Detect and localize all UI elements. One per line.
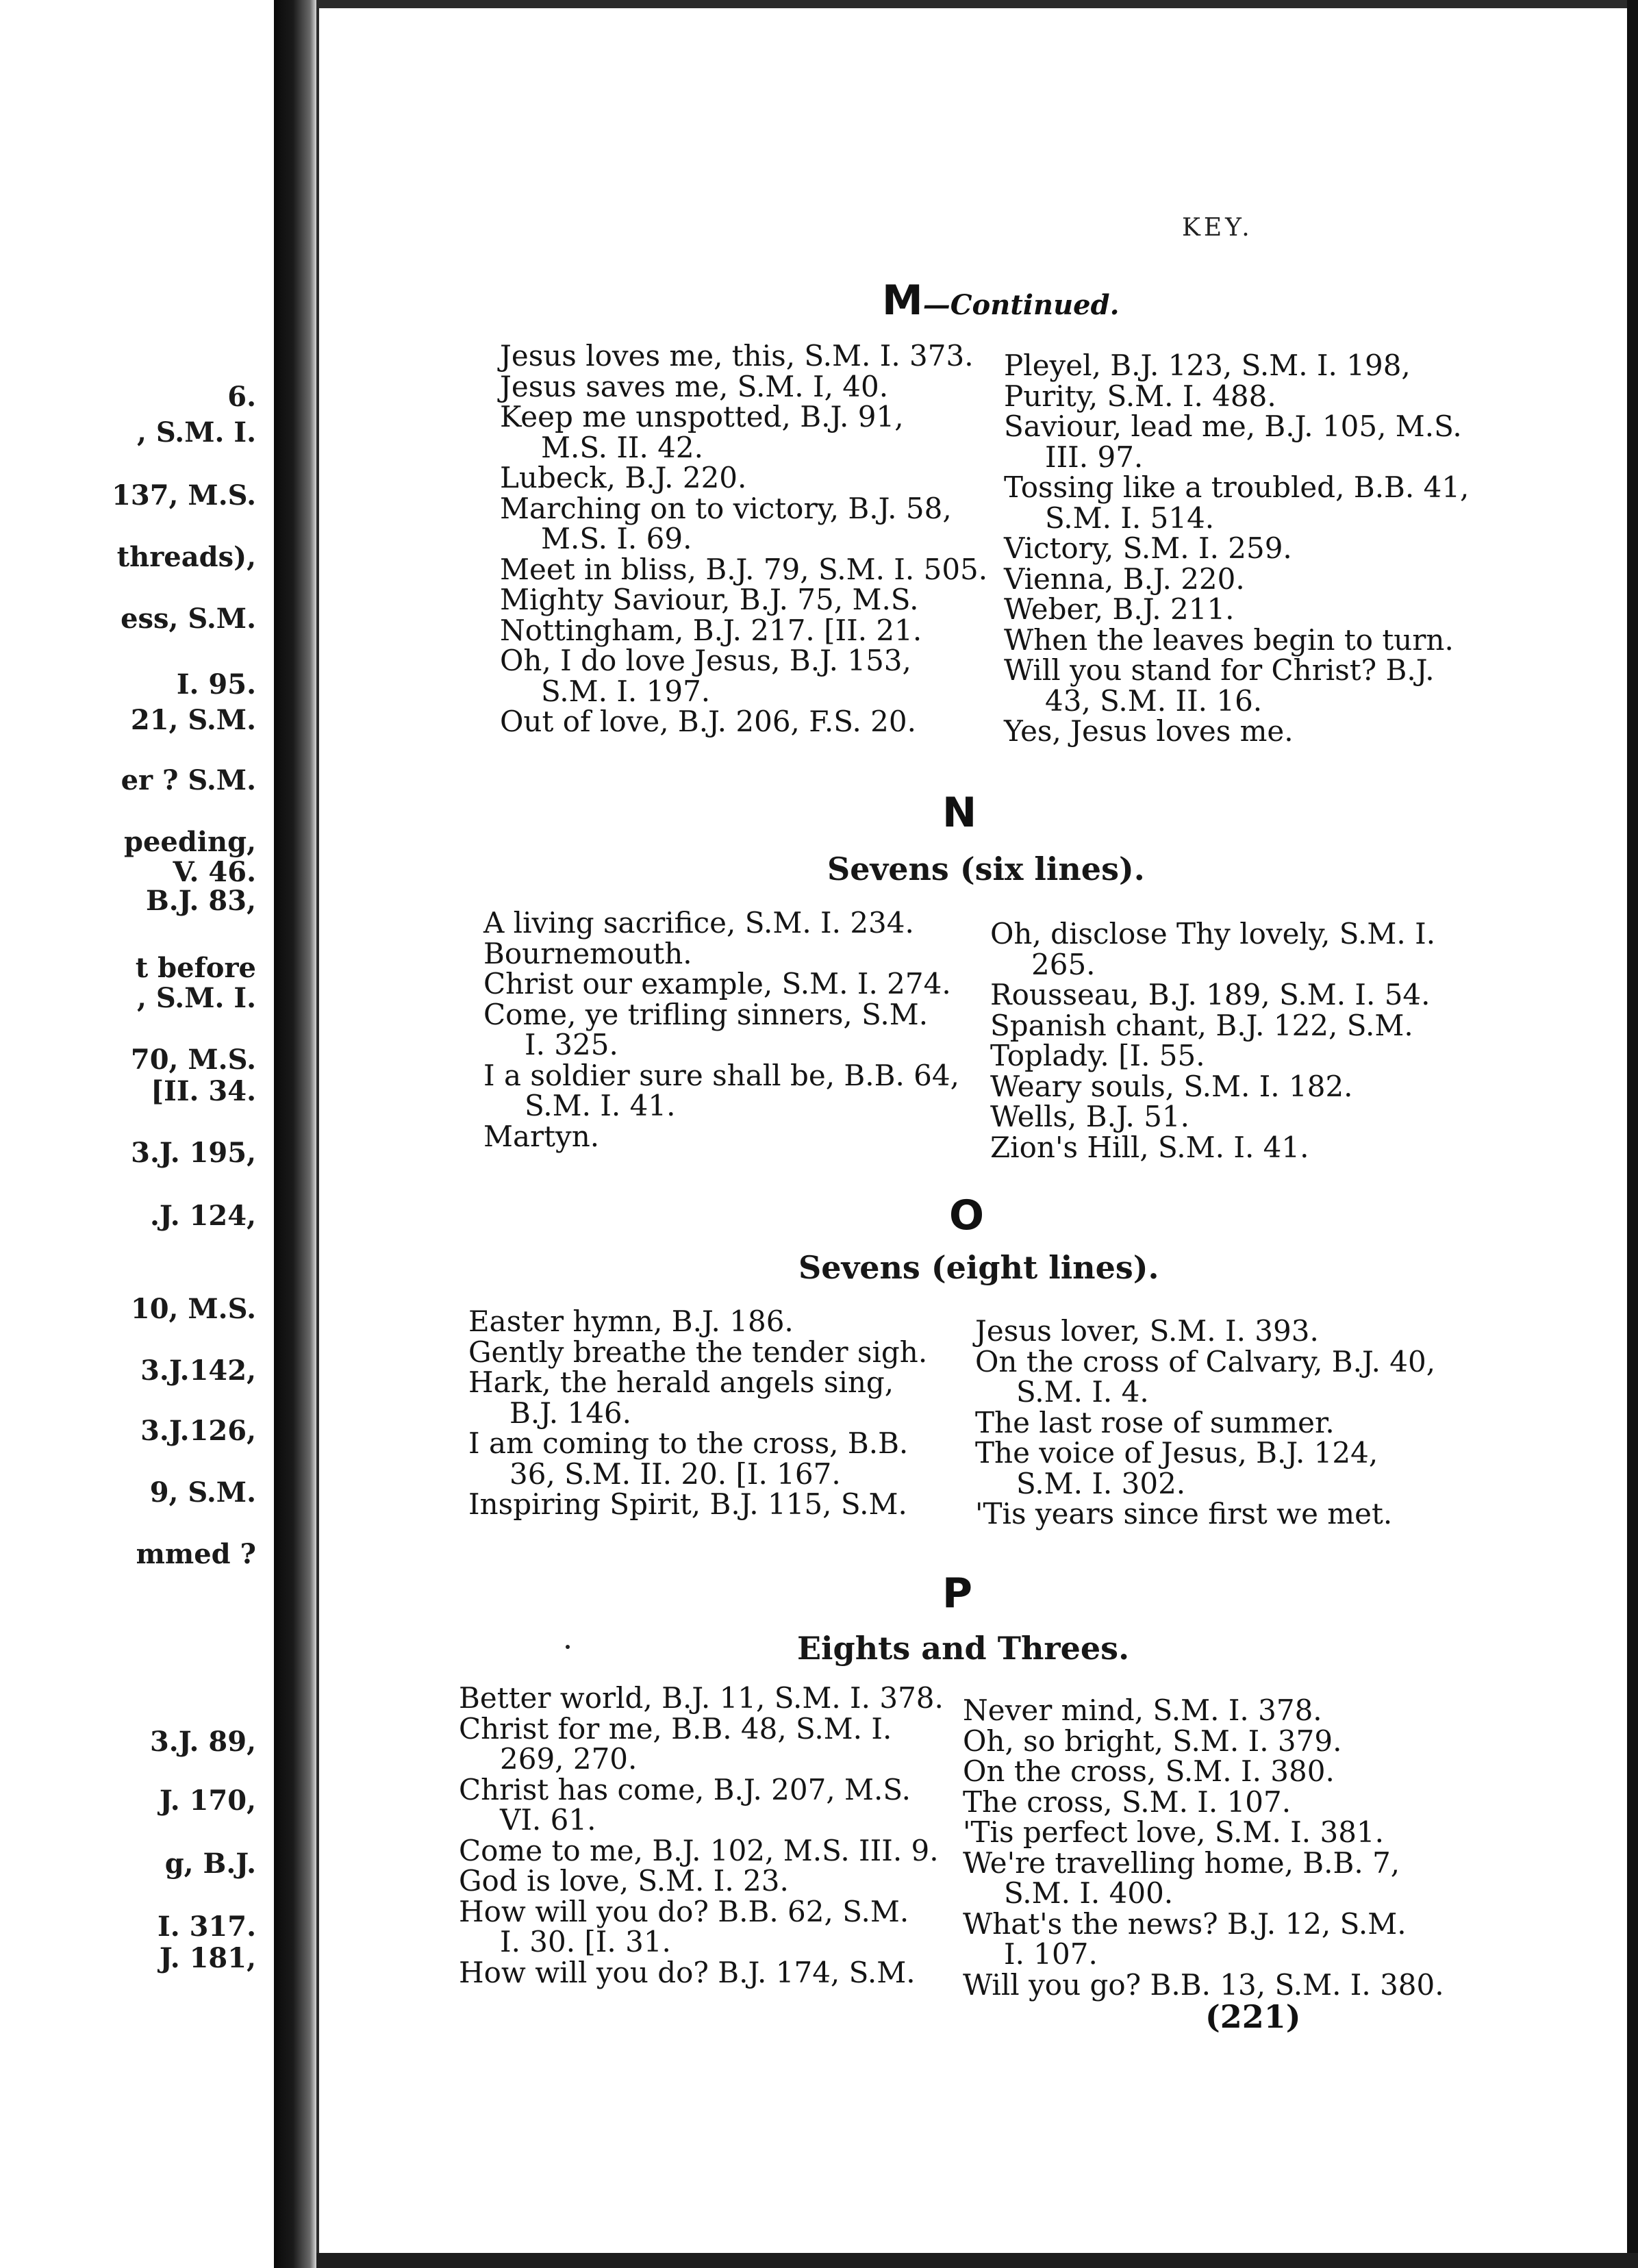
index-entry	[500, 552, 988, 586]
index-entry	[1004, 381, 1483, 412]
entry-text: Victory, S.M. I. 259.	[1004, 531, 1292, 565]
index-page	[319, 8, 1627, 2253]
entry-text: Come to me, B.J. 102, M.S. III. 9.	[459, 1833, 939, 1867]
index-entry	[990, 1069, 1470, 1103]
entry-text: Gently breathe the tender sigh.	[468, 1335, 928, 1369]
section-o-left-column	[468, 1307, 948, 1520]
index-entry	[1004, 655, 1483, 716]
left-page-fragment: 3.J. 195,	[131, 1137, 256, 1169]
index-entry	[500, 646, 979, 707]
entry-continuation: S.M. I. 197.	[541, 674, 711, 708]
entry-text: Jesus lover, S.M. I. 393.	[975, 1314, 1319, 1348]
entry-text: Spanish chant, B.J. 122, S.M.	[990, 1008, 1413, 1042]
index-entry	[500, 707, 979, 738]
index-entry	[459, 1955, 938, 1989]
entry-text: Wells, B.J. 51.	[990, 1100, 1190, 1133]
index-entry	[1004, 594, 1483, 625]
index-entry	[483, 1058, 963, 1122]
index-entry	[963, 1693, 1442, 1727]
section-heading-n	[942, 789, 977, 837]
index-entry	[500, 491, 979, 555]
left-page-fragment: 9, S.M.	[149, 1476, 256, 1509]
index-entry	[975, 1438, 1454, 1499]
entry-continuation: 265.	[1031, 947, 1096, 981]
entry-text: God is love, S.M. I. 23.	[459, 1864, 789, 1898]
entry-continuation: S.M. I. 400.	[1004, 1876, 1174, 1910]
index-entry	[963, 1845, 1442, 1910]
entry-text: How will you do? B.J. 174, S.M.	[459, 1955, 916, 1989]
index-entry	[963, 1817, 1442, 1848]
index-entry	[459, 1772, 938, 1837]
entry-text: Come, ye trifling sinners, S.M.	[483, 997, 929, 1031]
index-entry	[483, 908, 963, 939]
left-page-fragment: J. 181,	[159, 1942, 256, 1974]
index-entry	[468, 1489, 948, 1520]
meter-heading: Eights and Threes.	[797, 1630, 1130, 1667]
left-page-fragment: I. 317.	[158, 1911, 256, 1943]
left-page-fragment: 137, M.S.	[112, 479, 256, 512]
scan-bottom-border	[316, 2253, 1638, 2268]
left-page-fragment: ess, S.M.	[121, 603, 256, 635]
left-page-fragment: I. 95.	[176, 668, 256, 701]
left-page-fragment: 6.	[227, 381, 256, 413]
section-m-left-column	[500, 339, 988, 738]
entry-text: Zion's Hill, S.M. I. 41.	[990, 1130, 1309, 1164]
index-entry	[1004, 412, 1483, 473]
entry-text: Christ for me, B.B. 48, S.M. I.	[459, 1711, 892, 1746]
entry-text: The voice of Jesus, B.J. 124,	[975, 1436, 1378, 1470]
book-gutter	[274, 0, 316, 2268]
left-page-fragment: V. 46.	[173, 856, 256, 888]
index-entry	[1004, 351, 1483, 381]
left-page-fragment: mmed ?	[136, 1538, 256, 1570]
left-page-fragment: 3.J. 89,	[149, 1726, 256, 1758]
meter-heading: Sevens (eight lines).	[798, 1249, 1159, 1286]
index-entry	[468, 1428, 948, 1489]
index-entry	[1004, 564, 1483, 595]
scan-top-border	[316, 0, 1638, 8]
entry-continuation: I. 30. [I. 31.	[500, 1925, 671, 1958]
entry-text: Mighty Saviour, B.J. 75, M.S.	[500, 583, 919, 616]
entry-text: Keep me unspotted, B.J. 91,	[500, 400, 904, 433]
entry-continuation: S.M. I. 514.	[1045, 501, 1215, 535]
entry-text: Hark, the herald angels sing,	[468, 1365, 894, 1399]
left-page-fragment: , S.M. I.	[136, 982, 256, 1014]
entry-text: Oh, so bright, S.M. I. 379.	[963, 1724, 1342, 1758]
entry-text: Martyn.	[483, 1119, 600, 1153]
entry-text: Weary souls, S.M. I. 182.	[990, 1069, 1353, 1103]
entry-text: We're travelling home, B.B. 7,	[963, 1845, 1400, 1880]
entry-continuation: III. 97.	[1045, 440, 1144, 474]
entry-text: Easter hymn, B.J. 186.	[468, 1305, 794, 1338]
entry-continuation: S.M. I. 41.	[525, 1089, 676, 1122]
index-entry	[459, 1711, 938, 1776]
left-page-fragment: 21, S.M.	[130, 704, 256, 736]
index-entry	[975, 1344, 1454, 1409]
entry-text: Will you go? B.B. 13, S.M. I. 380.	[963, 1967, 1444, 2002]
entry-text: On the cross, S.M. I. 380.	[963, 1754, 1335, 1788]
section-n-left-column	[483, 908, 963, 1152]
entry-text: 'Tis years since first we met.	[975, 1497, 1393, 1530]
index-entry	[459, 1681, 944, 1715]
entry-text: Vienna, B.J. 220.	[1004, 562, 1245, 596]
section-m-right-column	[1004, 351, 1483, 747]
entry-continuation: B.J. 146.	[509, 1396, 632, 1430]
index-entry	[990, 1102, 1470, 1133]
left-page-fragment: t before	[135, 952, 256, 984]
index-entry	[483, 969, 963, 1000]
left-page-fragment: 70, M.S.	[130, 1044, 256, 1076]
section-o-right-column	[975, 1316, 1454, 1530]
index-entry	[500, 369, 979, 403]
index-entry	[990, 980, 1470, 1011]
index-entry	[1004, 622, 1483, 657]
index-entry	[459, 1866, 938, 1897]
section-p-right-column	[963, 1693, 1444, 2002]
left-page-fragment: 3.J.126,	[140, 1415, 256, 1447]
left-page-fragment: J. 170,	[159, 1785, 256, 1817]
index-entry	[963, 1967, 1444, 2002]
entry-text: Pleyel, B.J. 123, S.M. I. 198,	[1004, 349, 1411, 382]
entry-text: The last rose of summer.	[975, 1405, 1335, 1439]
entry-continuation: M.S. I. 69.	[541, 522, 692, 555]
index-entry	[1004, 533, 1483, 564]
entry-continuation: 36, S.M. II. 20. [I. 167.	[509, 1457, 841, 1491]
entry-continuation: VI. 61.	[500, 1803, 596, 1837]
entry-text: 'Tis perfect love, S.M. I. 381.	[963, 1815, 1385, 1849]
entry-text: When the leaves begin to turn.	[1004, 622, 1454, 657]
entry-continuation: 43, S.M. II. 16.	[1045, 683, 1263, 718]
index-entry	[963, 1756, 1442, 1787]
running-head: KEY.	[1182, 214, 1253, 242]
entry-continuation: S.M. I. 4.	[1016, 1375, 1149, 1409]
index-entry	[990, 919, 1470, 980]
index-entry	[500, 463, 979, 494]
index-entry	[963, 1787, 1442, 1818]
entry-text: Nottingham, B.J. 217. [II. 21.	[500, 613, 922, 647]
entry-text: Christ our example, S.M. I. 274.	[483, 967, 951, 1000]
entry-text: Rousseau, B.J. 189, S.M. I. 54.	[990, 978, 1431, 1011]
entry-text: What's the news? B.J. 12, S.M.	[963, 1906, 1407, 1941]
index-entry	[975, 1316, 1454, 1347]
entry-continuation: I. 107.	[1004, 1937, 1098, 1971]
section-heading-o	[949, 1192, 984, 1239]
index-entry	[500, 585, 979, 616]
entry-text: Jesus loves me, this, S.M. I. 373.	[500, 339, 974, 373]
scan-right-border	[1627, 0, 1638, 2268]
entry-text: Meet in bliss, B.J. 79, S.M. I. 505.	[500, 552, 988, 586]
entry-text: The cross, S.M. I. 107.	[963, 1785, 1292, 1819]
index-entry	[963, 1726, 1442, 1757]
entry-continuation: S.M. I. 302.	[1016, 1466, 1186, 1500]
entry-text: Yes, Jesus loves me.	[1004, 714, 1294, 748]
section-heading-m	[882, 277, 1120, 325]
entry-text: Marching on to victory, B.J. 58,	[500, 491, 952, 525]
index-entry	[468, 1307, 948, 1337]
entry-text: Tossing like a troubled, B.B. 41,	[1004, 470, 1470, 504]
index-entry	[468, 1337, 948, 1368]
entry-text: I am coming to the cross, B.B.	[468, 1426, 909, 1460]
section-letter: M	[882, 277, 923, 325]
entry-text: Inspiring Spirit, B.J. 115, S.M.	[468, 1487, 907, 1521]
index-entry	[1004, 716, 1483, 747]
entry-text: Will you stand for Christ? B.J.	[1004, 653, 1435, 687]
entry-text: Bournemouth.	[483, 936, 692, 970]
left-page-fragment: [II. 34.	[151, 1075, 256, 1107]
index-entry	[975, 1405, 1454, 1439]
continued-label: —Continued.	[922, 289, 1120, 321]
entry-text: Better world, B.J. 11, S.M. I. 378.	[459, 1681, 944, 1715]
entry-text: Saviour, lead me, B.J. 105, M.S.	[1004, 410, 1462, 443]
entry-text: Lubeck, B.J. 220.	[500, 461, 747, 494]
left-page-fragment: er ? S.M.	[121, 764, 256, 796]
entry-text: On the cross of Calvary, B.J. 40,	[975, 1344, 1436, 1378]
index-entry	[459, 1894, 938, 1958]
left-page-fragment: 3.J.142,	[140, 1354, 256, 1387]
index-entry	[500, 402, 979, 463]
entry-text: I a soldier sure shall be, B.B. 64,	[483, 1058, 959, 1092]
index-entry	[963, 1906, 1442, 1971]
left-page-edge	[0, 0, 274, 2268]
section-letter: O	[949, 1192, 985, 1239]
index-entry	[990, 1130, 1470, 1164]
entry-continuation: M.S. II. 42.	[541, 430, 704, 464]
entry-text: A living sacrifice, S.M. I. 234.	[483, 906, 914, 940]
index-entry	[483, 997, 963, 1061]
index-entry	[1004, 470, 1483, 535]
section-letter: N	[942, 789, 977, 837]
left-page-fragment: threads),	[116, 541, 256, 573]
entry-text: Never mind, S.M. I. 378.	[963, 1693, 1322, 1727]
entry-text: Oh, disclose Thy lovely, S.M. I.	[990, 917, 1436, 950]
section-letter: P	[942, 1570, 972, 1617]
index-entry	[500, 341, 979, 372]
left-page-fragment: .J. 124,	[149, 1200, 256, 1232]
index-entry	[975, 1499, 1454, 1530]
entry-continuation: I. 325.	[525, 1028, 618, 1061]
left-page-fragment: 10, M.S.	[130, 1293, 256, 1325]
index-entry	[483, 1119, 963, 1153]
entry-text: Jesus saves me, S.M. I, 40.	[500, 369, 889, 403]
index-entry	[459, 1833, 939, 1867]
entry-continuation: 269, 270.	[500, 1742, 638, 1776]
left-page-fragment: B.J. 83,	[146, 885, 256, 917]
left-page-fragment: peeding,	[123, 826, 256, 858]
left-page-fragment: , S.M. I.	[136, 416, 256, 449]
print-speck	[566, 1645, 570, 1649]
section-p-left-column	[459, 1681, 944, 1989]
entry-text: Toplady. [I. 55.	[990, 1039, 1205, 1072]
index-entry	[990, 1041, 1470, 1072]
page-number: (221)	[1205, 1998, 1301, 2035]
section-heading-p	[942, 1570, 972, 1617]
left-page-fragment: g, B.J.	[164, 1848, 256, 1880]
section-n-right-column	[990, 919, 1470, 1163]
index-entry	[500, 613, 979, 647]
entry-text: Purity, S.M. I. 488.	[1004, 379, 1276, 413]
entry-text: Weber, B.J. 211.	[1004, 592, 1235, 626]
meter-heading: Sevens (six lines).	[827, 850, 1145, 887]
entry-text: Out of love, B.J. 206, F.S. 20.	[500, 705, 916, 738]
entry-text: How will you do? B.B. 62, S.M.	[459, 1894, 909, 1928]
index-entry	[483, 936, 963, 970]
index-entry	[990, 1008, 1470, 1042]
index-entry	[468, 1365, 948, 1430]
entry-text: Christ has come, B.J. 207, M.S.	[459, 1772, 911, 1806]
entry-text: Oh, I do love Jesus, B.J. 153,	[500, 644, 911, 677]
